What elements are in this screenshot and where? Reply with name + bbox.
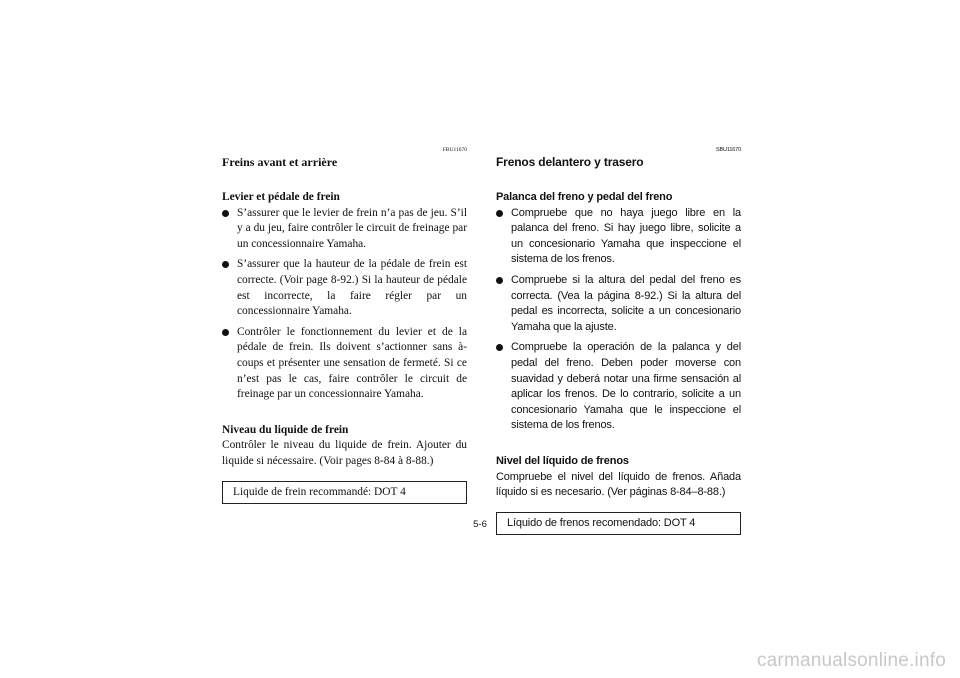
section-code: FBU11670 [442, 147, 467, 153]
fluid-level-text: Contrôler le niveau du liquide de frein. Ajouter du liquide si nécessaire. (Voir pages 8-84 à 8-88.) [222, 439, 467, 467]
bullet-list [496, 206, 741, 434]
french-column [222, 147, 467, 504]
bullet-icon [496, 210, 503, 217]
bullet-icon [222, 329, 229, 336]
bullet-item: Compruebe si la altura del pedal del freno es correcta. (Vea la página 8-92.) Si la altura del pedal es incorrecta, solicite a un concesionario Yamaha que la ajuste. [496, 273, 741, 335]
bullet-list [222, 206, 467, 403]
bullet-item: S’assurer que la hauteur de la pédale de frein est correcte. (Voir page 8-92.) Si la hauteur de pédale est incorrecte, la faire régler par un concessionnaire Yamaha. [222, 257, 467, 319]
spanish-column [496, 147, 741, 535]
section-title: Frenos delantero y trasero [496, 155, 644, 169]
bullet-icon [222, 261, 229, 268]
fluid-level-text: Compruebe el nivel del líquido de frenos. Añada líquido si es necesario. (Ver páginas 8-84–8-88.) [496, 470, 741, 499]
bullet-item: S’assurer que le levier de frein n’a pas de jeu. S’il y a du jeu, faire contrôler le circuit de freinage par un concessionnaire Yamaha. [222, 206, 467, 253]
bullet-icon [222, 210, 229, 217]
page-number: 5-6 [473, 519, 487, 530]
bullet-icon [496, 277, 503, 284]
subheading-fluid-level: Niveau du liquide de frein [222, 423, 349, 436]
recommended-fluid-box: Liquide de frein recommandé: DOT 4 [222, 481, 467, 504]
subheading-lever-pedal: Levier et pédale de frein [222, 191, 340, 203]
bullet-item: Contrôler le fonctionnement du levier et de la pédale de frein. Ils doivent s’actionner sans à-coups et présenter une sensation de fermeté. Si ce n’est pas le cas, faire contrôler le circuit de freinage par un concessionnaire Yamaha. [222, 325, 467, 403]
bullet-item: Compruebe que no haya juego libre en la palanca del freno. Si hay juego libre, solicite a un concesionario Yamaha que inspeccione el sistema de los frenos. [496, 206, 741, 268]
watermark: carmanualsonline.info [756, 650, 946, 671]
subheading-lever-pedal: Palanca del freno y pedal del freno [496, 191, 673, 203]
subheading-fluid-level: Nivel del líquido de frenos [496, 454, 629, 467]
bullet-icon [496, 344, 503, 351]
section-code: SBU11670 [716, 147, 741, 153]
section-title: Freins avant et arrière [222, 155, 338, 169]
recommended-fluid-box: Líquido de frenos recomendado: DOT 4 [496, 512, 741, 535]
bullet-item: Compruebe la operación de la palanca y del pedal del freno. Deben poder moverse con suavidad y deberá notar una firme sensación al aplicar los frenos. De lo contrario, solicite a un concesionario Yamaha que le inspeccione el sistema de los frenos. [496, 340, 741, 434]
